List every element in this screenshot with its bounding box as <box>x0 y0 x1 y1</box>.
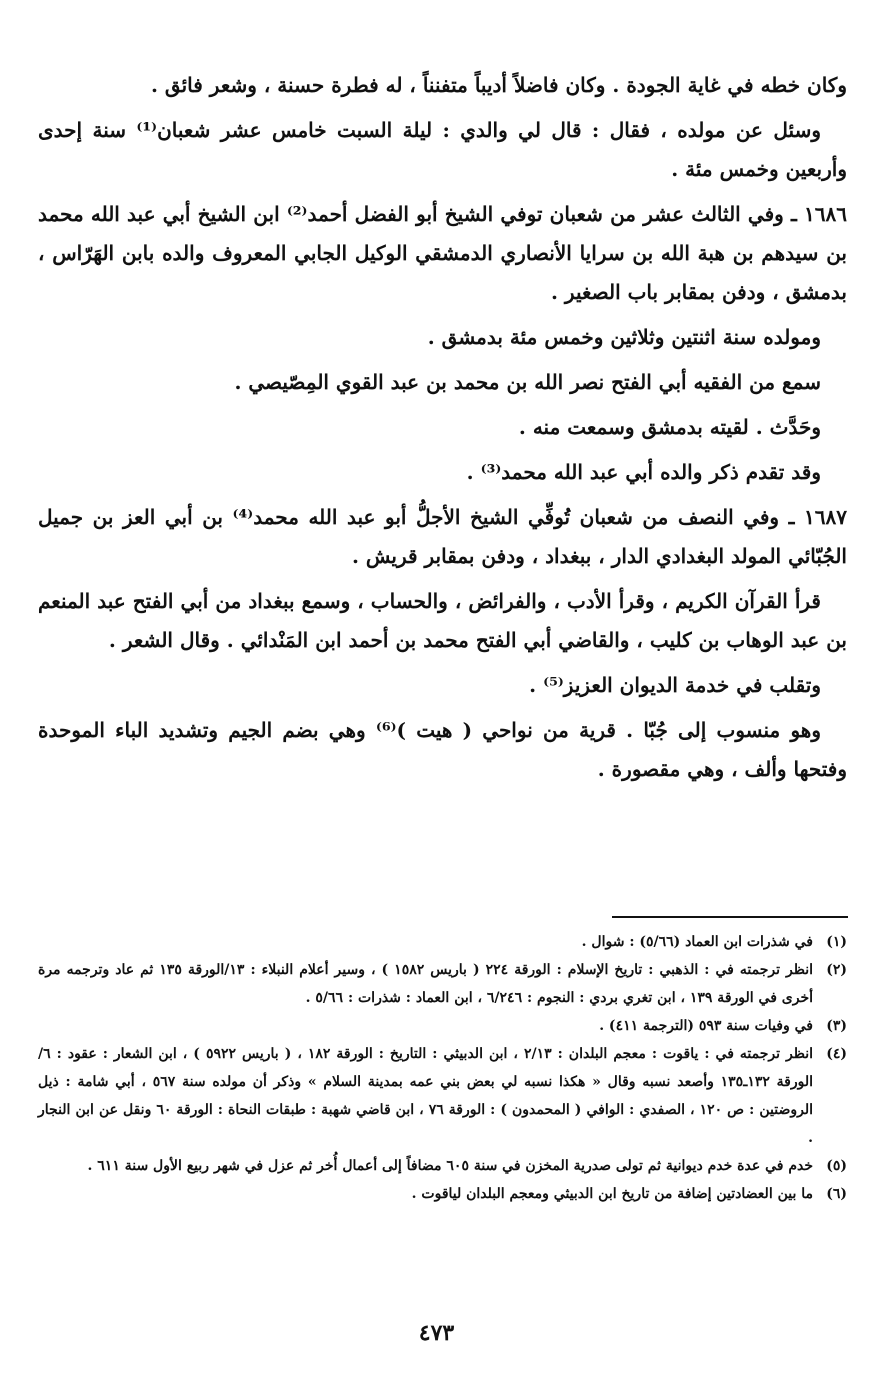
paragraph: سمع من الفقيه أبي الفتح نصر الله بن محمد بن عبد القوي المِصّيصي . <box>234 370 821 394</box>
entry-number: ١٦٨٧ <box>804 505 847 529</box>
paragraph: وكان خطه في غاية الجودة . وكان فاضلاً أديباً متفنناً ، له فطرة حسنة ، وشعر فائق . <box>151 73 847 97</box>
entry-text: ـ وفي النصف من شعبان تُوفِّي الشيخ الأجلُّ أبو عبد الله محمد⁽⁴⁾ بن أبي العز بن جميل الجُبّائي المولد البغدادي الدار ، ببغداد ، ودفن بمقابر قريش . <box>38 505 847 568</box>
entry-text: ـ وفي الثالث عشر من شعبان توفي الشيخ أبو الفضل أحمد⁽²⁾ ابن الشيخ أبي عبد الله محمد بن سيدهم بن هبة الله بن سرايا الأنصاري الدمشقي الوكيل الجابي المعروف والده بابن الهَرّاس ، بدمشق ، ودفن بمقابر باب الصغير . <box>38 202 847 304</box>
footnotes <box>38 928 847 1208</box>
footnote <box>38 928 847 956</box>
footnote-marker: (٦) <box>826 1186 847 1202</box>
paragraph: ومولده سنة اثنتين وثلاثين وخمس مئة بدمشق . <box>427 325 821 349</box>
entry-number: ١٦٨٦ <box>804 202 847 226</box>
footnote-marker: (١) <box>826 934 847 950</box>
entry-1687 <box>38 498 847 576</box>
footnote-marker: (٥) <box>826 1158 847 1174</box>
footnote-marker: (٢) <box>826 962 847 978</box>
entry-1686 <box>38 195 847 312</box>
paragraph: وهو منسوب إلى جُبّا . قرية من نواحي ( هيت )⁽⁶⁾ وهي بضم الجيم وتشديد الباء الموحدة وفتحها وألف ، وهي مقصورة . <box>38 718 847 781</box>
footnote <box>38 956 847 1012</box>
footnote-separator <box>612 916 848 918</box>
footnote-text: في شذرات ابن العماد (٥/٦٦) : شوال . <box>581 934 813 950</box>
paragraph: وتقلب في خدمة الديوان العزيز⁽⁵⁾ . <box>529 673 821 697</box>
main-text <box>38 66 847 795</box>
footnote-text: انظر ترجمته في : الذهبي : تاريخ الإسلام : الورقة ٢٢٤ ( باريس ١٥٨٢ ) ، وسير أعلام النبلاء : ١٣/الورقة ١٣٥ ثم عاد وترجمه مرة أخرى في الورقة ١٣٩ ، ابن تغري بردي : النجوم : ٦/٢٤٦ ، ابن العماد : شذرات : ٥/٦٦ . <box>38 962 813 1006</box>
page-number: ٤٧٣ <box>418 1320 455 1346</box>
footnote-text: ما بين العضادتين إضافة من تاريخ ابن الدبيثي ومعجم البلدان لياقوت . <box>411 1186 813 1202</box>
paragraph: وسئل عن مولده ، فقال : قال لي والدي : ليلة السبت خامس عشر شعبان⁽¹⁾ سنة إحدى وأربعين وخمس مئة . <box>38 118 847 181</box>
footnote-text: في وفيات سنة ٥٩٣ (الترجمة ٤١١) . <box>599 1018 813 1034</box>
footnote-text: انظر ترجمته في : ياقوت : معجم البلدان : ٢/١٣ ، ابن الدبيثي : التاريخ : الورقة ١٨٢ ، ( باريس ٥٩٢٢ ) ، ابن الشعار : عقود : ٦/الورقة ١٣٢ـ١٣٥ وأصعد نسبه وقال « هكذا نسبه لي بعض بني عمه بمدينة السلام » وذكر أن مولده سنة ٥٦٧ ، أبي شامة : ذيل الروضتين : ص ١٢٠ ، الصفدي : الوافي ( المحمدون ) : الورقة ٧٦ ، ابن قاضي شهبة : طبقات النحاة : الورقة ٦٠ ونقل عن ابن النجار . <box>38 1046 814 1146</box>
footnote <box>38 1180 847 1208</box>
footnote-marker: (٣) <box>826 1018 847 1034</box>
paragraph: وقد تقدم ذكر والده أبي عبد الله محمد⁽³⁾ . <box>466 460 821 484</box>
paragraph: قرأ القرآن الكريم ، وقرأ الأدب ، والفرائض ، والحساب ، وسمع ببغداد من أبي الفتح عبد المنعم بن عبد الوهاب بن كليب ، والقاضي أبي الفتح محمد بن أحمد ابن المَنْدائي . وقال الشعر . <box>38 589 847 652</box>
footnote <box>38 1040 847 1152</box>
footnote <box>38 1152 847 1180</box>
footnote-marker: (٤) <box>826 1046 847 1062</box>
footnote-text: خدم في عدة خدم ديوانية ثم تولى صدرية المخزن في سنة ٦٠٥ مضافاً إلى أعمال أُخر ثم عزل في شهر ربيع الأول سنة ٦١١ . <box>87 1158 813 1174</box>
paragraph: وحَدَّث . لقيته بدمشق وسمعت منه . <box>518 415 821 439</box>
footnote <box>38 1012 847 1040</box>
